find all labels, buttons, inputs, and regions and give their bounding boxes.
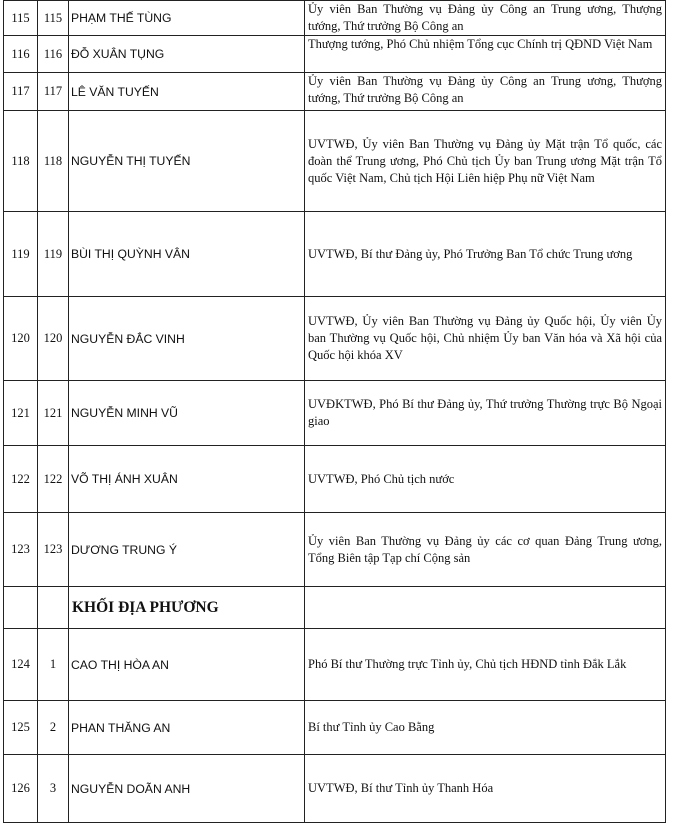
position-cell: Ủy viên Ban Thường vụ Đảng ủy Công an Trung ương, Thượng tướng, Thứ trưởng Bộ Công an [305,1,666,36]
group-stt-cell: 120 [38,297,69,381]
name-cell: BÙI THỊ QUỲNH VÂN [69,212,305,297]
position-cell: UVTWĐ, Bí thư Đảng ủy, Phó Trưởng Ban Tổ chức Trung ương [305,212,666,297]
group-stt-cell: 122 [38,446,69,513]
table-row [4,111,666,212]
position-cell: Ủy viên Ban Thường vụ Đảng ủy Công an Trung ương, Thượng tướng, Thứ trưởng Bộ Công an [305,73,666,111]
position-cell: Thượng tướng, Phó Chủ nhiệm Tổng cục Chính trị QĐND Việt Nam [305,36,666,73]
group-stt-cell: 117 [38,73,69,111]
section-title: KHỐI ĐỊA PHƯƠNG [69,587,305,629]
name-cell: DƯƠNG TRUNG Ý [69,513,305,587]
table-row [4,1,666,36]
stt-cell [4,587,38,629]
group-stt-cell: 123 [38,513,69,587]
name-cell: PHẠM THẾ TÙNG [69,1,305,36]
group-stt-cell: 116 [38,36,69,73]
stt-cell: 123 [4,513,38,587]
position-cell [305,587,666,629]
name-cell: LÊ VĂN TUYẾN [69,73,305,111]
name-cell: NGUYỄN DOÃN ANH [69,755,305,823]
group-stt-cell: 115 [38,1,69,36]
name-cell: NGUYỄN MINH VŨ [69,381,305,446]
name-cell: NGUYỄN ĐẮC VINH [69,297,305,381]
group-stt-cell: 118 [38,111,69,212]
position-cell: Phó Bí thư Thường trực Tỉnh ủy, Chủ tịch HĐND tỉnh Đắk Lắk [305,629,666,701]
stt-cell: 119 [4,212,38,297]
position-cell: UVĐKTWĐ, Phó Bí thư Đảng ủy, Thứ trưởng Thường trực Bộ Ngoại giao [305,381,666,446]
position-cell: UVTWĐ, Ủy viên Ban Thường vụ Đảng ủy Quốc hội, Ủy viên Ủy ban Thường vụ Quốc hội, Chủ nhiệm Ủy ban Văn hóa và Xã hội của Quốc hội khóa XV [305,297,666,381]
table-row [4,212,666,297]
stt-cell: 124 [4,629,38,701]
stt-cell: 118 [4,111,38,212]
stt-cell: 121 [4,381,38,446]
group-stt-cell: 119 [38,212,69,297]
position-cell: Bí thư Tỉnh ủy Cao Bằng [305,701,666,755]
stt-cell: 115 [4,1,38,36]
stt-cell: 122 [4,446,38,513]
stt-cell: 126 [4,755,38,823]
name-cell: VÕ THỊ ÁNH XUÂN [69,446,305,513]
name-cell: PHAN THĂNG AN [69,701,305,755]
table-row [4,629,666,701]
section-row [4,587,666,629]
table-row [4,36,666,73]
stt-cell: 125 [4,701,38,755]
table-row [4,701,666,755]
table-row [4,446,666,513]
group-stt-cell: 3 [38,755,69,823]
name-cell: CAO THỊ HÒA AN [69,629,305,701]
candidate-table [3,0,666,823]
name-cell: ĐỖ XUÂN TỤNG [69,36,305,73]
stt-cell: 117 [4,73,38,111]
group-stt-cell [38,587,69,629]
group-stt-cell: 121 [38,381,69,446]
stt-cell: 116 [4,36,38,73]
stt-cell: 120 [4,297,38,381]
name-cell: NGUYỄN THỊ TUYẾN [69,111,305,212]
group-stt-cell: 2 [38,701,69,755]
group-stt-cell: 1 [38,629,69,701]
table-row [4,73,666,111]
table-row [4,381,666,446]
position-cell: Ủy viên Ban Thường vụ Đảng ủy các cơ quan Đảng Trung ương, Tổng Biên tập Tạp chí Cộng sản [305,513,666,587]
position-cell: UVTWĐ, Phó Chủ tịch nước [305,446,666,513]
table-row [4,513,666,587]
position-cell: UVTWĐ, Bí thư Tỉnh ủy Thanh Hóa [305,755,666,823]
table-row [4,755,666,823]
position-cell: UVTWĐ, Ủy viên Ban Thường vụ Đảng ủy Mặt trận Tổ quốc, các đoàn thể Trung ương, Phó Chủ tịch Ủy ban Trung ương Mặt trận Tổ quốc Việt Nam, Chủ tịch Hội Liên hiệp Phụ nữ Việt Nam [305,111,666,212]
table-row [4,297,666,381]
